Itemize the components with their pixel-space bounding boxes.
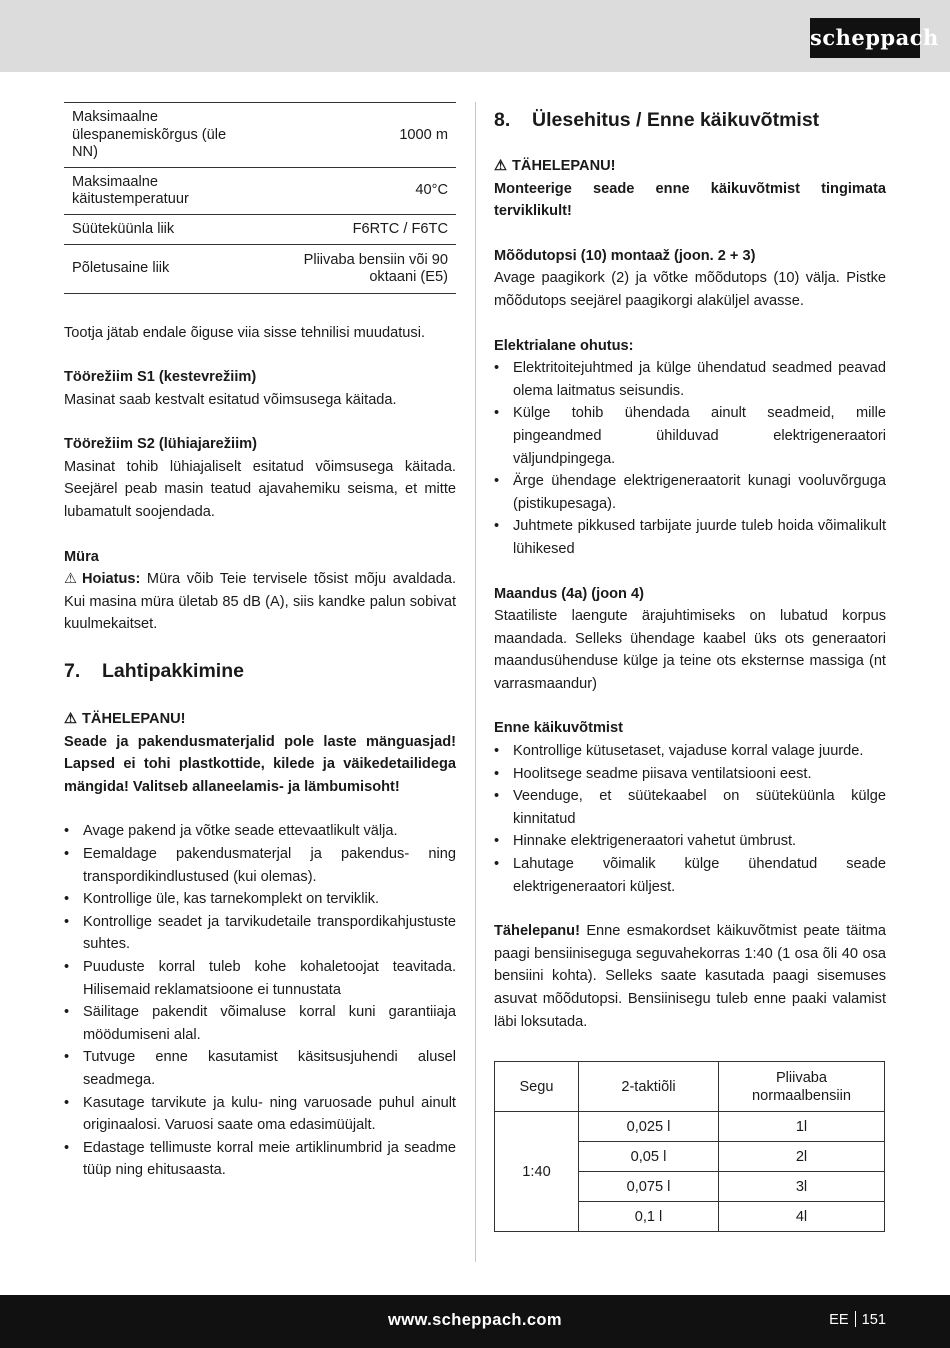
list-item: • Kontrollige kütusetaset, vajaduse korral valage juurde. [494,740,886,763]
fuel-amount: 4l [719,1202,885,1232]
oil-amount: 0,05 l [579,1142,719,1172]
page-separator [855,1311,856,1327]
note-paragraph [494,920,886,1033]
attention-label: TÄHELEPANU! [82,711,186,728]
table-row [64,103,456,168]
scheppach-logo: scheppach [810,18,920,58]
fuel-amount: 3l [719,1172,885,1202]
footer-bar [0,1295,950,1348]
list-item: • Eemaldage pakendusmaterjal ja pakendus- ning transpordikindlustused (kui olemas). [64,843,456,888]
unpack-list [64,820,456,1182]
section-number: 7. [64,660,81,683]
fuel-amount: 1l [719,1112,885,1142]
section-title: Lahtipakkimine [102,660,244,683]
oil-amount: 0,1 l [579,1202,719,1232]
noise-warning-label: Hoiatus: [82,571,141,588]
s2-text: Masinat tohib lühiajaliselt esitatud võimsusega käitada. Seejärel peab masin teatud ajavahemiku seisma, et mitte lubamatult soojendada. [64,458,456,521]
list-item: • Veenduge, et süütekaabel on süüteküünla külge kinnitatud [494,785,886,830]
right-column [494,102,886,1232]
page-indicator [829,1309,886,1331]
table-row [495,1062,885,1112]
attention-text: Monteerige seade enne käikuvõtmist tingimata terviklikult! [494,180,886,220]
fuel-amount: 2l [719,1142,885,1172]
s2-title: Töörežiim S2 (lühiajarežiim) [64,436,258,453]
section-7-heading [64,658,456,684]
warning-icon: ⚠ [64,711,78,728]
s1-title: Töörežiim S1 (kestevrežiim) [64,369,257,386]
spec-label: Maksimaalne ülespanemiskõrgus (üle NN) [72,109,227,160]
reserve-note: Tootja jätab endale õiguse viia sisse tehnilisi muudatusi. [64,324,426,341]
electrical-list [494,357,886,560]
list-item: • Säilitage pakendit võimaluse korral kuni garantiiaja möödumiseni alal. [64,1001,456,1046]
warning-icon: ⚠ [494,158,508,174]
list-item: • Kontrollige üle, kas tarnekomplekt on terviklik. [64,888,456,911]
section-8-heading [494,107,886,133]
header-bar [0,0,950,72]
dipstick-text: Avage paagikork (2) ja võtke mõõdutops (10) välja. Pistke mõõdutops seejärel paagikorgi alaküljel avasse. [494,270,886,309]
table-row [495,1112,885,1142]
section-number: 8. [494,109,511,131]
s1-text: Masinat saab kestvalt esitatud võimsusega käitada. [64,391,397,408]
grounding-text: Staatiliste laengute ärajuhtimiseks on lubatud korpus maandada. Selleks ühendage kaabel üks ots generaatori maandusühenduse külge ja teine ots eksternse massiga (nt varrasmaandur) [494,608,886,692]
attention-text: Seade ja pakendusmaterjalid pole laste mänguasjad! Lapsed ei tohi plastkottide, kilede ja väikedetailidega mängida! Valitseb allaneelamis- ja lämbumisoht! [64,733,456,795]
list-item: • Puuduste korral tuleb kohe kohaletoojat teavitada. Hilisemaid reklamatsioone ei tunnustata [64,956,456,1001]
list-item: • Juhtmete pikkused tarbijate juurde tuleb hoida võimalikult lühikesed [494,515,886,560]
mix-ratio: 1:40 [495,1112,579,1232]
list-item: • Hoolitsege seadme piisava ventilatsiooni eest. [494,763,886,786]
table-row [64,167,456,214]
website-link[interactable]: www.scheppach.com [388,1311,562,1329]
page-number: 151 [861,1312,886,1328]
spec-label: Põletusaine liik [72,260,170,277]
table-row [64,214,456,244]
electrical-title: Elektrialane ohutus: [494,337,634,354]
startup-list [494,740,886,898]
list-item: • Tutvuge enne kasutamist käsitsusjuhendi alusel seadmega. [64,1046,456,1091]
list-item: • Hinnake elektrigeneraatori vahetut ümbrust. [494,830,886,853]
list-item: • Ärge ühendage elektrigeneraatorit kunagi vooluvõrguga (pistikupesaga). [494,470,886,515]
spec-value: 1000 m [399,126,448,143]
grounding-title: Maandus (4a) (joon 4) [494,585,644,602]
table-header: 2-taktiõli [579,1062,719,1112]
fuel-mix-table [494,1061,885,1232]
oil-amount: 0,025 l [579,1112,719,1142]
list-item: • Elektritoitejuhtmed ja külge ühendatud seadmed peavad olema laitmatus seisundis. [494,357,886,402]
note-label: Tähelepanu! [494,923,580,940]
oil-amount: 0,075 l [579,1172,719,1202]
table-row [64,244,456,293]
list-item: • Avage pakend ja võtke seade ettevaatlikult välja. [64,820,456,843]
note-text: Enne esmakordset käikuvõtmist peate täitma paagi bensiiniseguga seguvahekorras 1:40 (1 osa õli 40 osa bensiini kohta). Selleks saate kasutada paagi sisemuses asuvat mõõdutopsi. Bensiinisegu tuleb enne paaki valamist läbi loksutada. [494,923,886,1030]
noise-paragraph [64,568,456,636]
startup-title: Enne käikuvõtmist [494,720,623,737]
list-item: • Külge tohib ühendada ainult seadmeid, mille pingeandmed ühilduvad elektrigeneraatori väljundpingega. [494,402,886,470]
spec-label: Süüteküünla liik [72,220,175,237]
list-item: • Edastage tellimuste korral meie artiklinumbrid ja seadme tüüp ning ehitusaasta. [64,1137,456,1182]
attention-heading [494,155,886,178]
noise-title: Müra [64,548,99,565]
section-title: Ülesehitus / Enne käikuvõtmist [532,109,820,131]
spec-value: Pliivaba bensiin või 90 oktaani (E5) [303,251,448,285]
table-header: Segu [495,1062,579,1112]
list-item: • Lahutage võimalik külge ühendatud seade elektrigeneraatori küljest. [494,853,886,898]
table-header: Pliivaba normaalbensiin [719,1062,885,1112]
spec-table [64,102,456,294]
attention-heading [64,708,456,731]
language-code: EE [829,1312,849,1328]
left-column [64,102,456,1182]
dipstick-title: Mõõdutopsi (10) montaaž (joon. 2 + 3) [494,247,756,264]
spec-value: 40°C [415,182,448,199]
column-divider [475,102,476,1262]
warning-icon: ⚠ [64,571,78,588]
spec-value: F6RTC / F6TC [352,220,448,237]
list-item: • Kasutage tarvikute ja kulu- ning varuosade puhul ainult originaalosi. Varuosi saate oma edasimüüjalt. [64,1092,456,1137]
spec-label: Maksimaalne käitustemperatuur [72,173,189,207]
noise-text: Müra võib Teie tervisele tõsist mõju avaldada. Kui masina müra ületab 85 dB (A), siis kandke palun sobivat kuulmekaitset. [64,571,456,633]
attention-label: TÄHELEPANU! [512,158,616,174]
list-item: • Kontrollige seadet ja tarvikudetaile transpordikahjustuste suhtes. [64,911,456,956]
